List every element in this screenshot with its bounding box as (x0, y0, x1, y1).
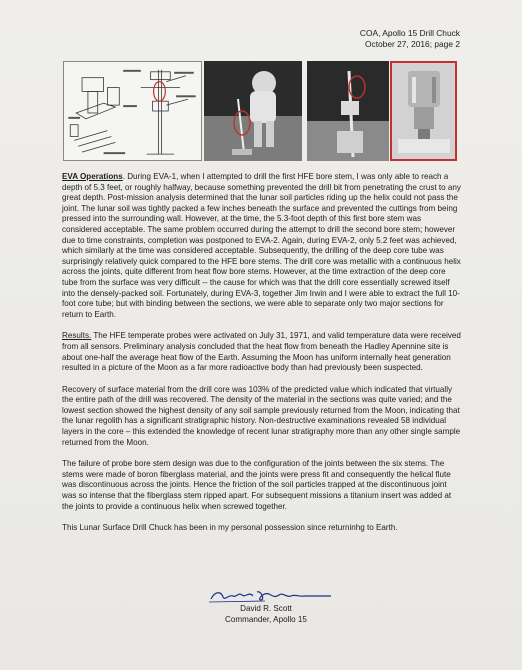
drill-chuck-photo-icon (392, 63, 455, 159)
header-title: COA, Apollo 15 Drill Chuck (359, 28, 460, 38)
drill-chuck-image (390, 61, 457, 161)
handwritten-signature (205, 588, 335, 604)
header-date: October 27, 2016; page 2 (365, 39, 460, 49)
paragraph-recovery: Recovery of surface material from the drill core was 103% of the predicted value which indicated that virtually the entire path of the drill was recovered. The density of the material in the sections was quite varied; and the lowest section showed the highest density of any soil sample previously returned from the Moon, indicating that the lunar regolith has a significant stratigraphic history. Non-destructive examinations revealed 58 individual layers in the core – this extended the knowledge of recent lunar stratigraphy more than any other single sample returned from the Moon. (62, 384, 461, 447)
drill-diagram-icon (64, 62, 201, 160)
drill-rig-image (307, 61, 389, 161)
signature-icon (205, 588, 335, 604)
results-heading: Results. (62, 331, 92, 341)
paragraph-failure: The failure of probe bore stem design was due to the configuration of the joints between the six stems. The stems were made of boron fiberglass material, and the joints were press fit and consequently the helical flute was discontinuous across the joints. Hence the friction of the soil particles trapped at the discontinuous joint was so intense that the fiberglass stem ripped apart. For subsequent missions a titanium insert was added at the joints to provide a continuous helix when screwed together. (62, 459, 452, 511)
paragraph-possession: This Lunar Surface Drill Chuck has been in my personal possession since returninhg to Earth. (62, 523, 398, 533)
astronaut-drilling-photo-icon (204, 61, 302, 161)
eva-operations-heading: EVA Operations (62, 172, 123, 181)
signer-name: David R. Scott (240, 604, 292, 613)
eva-operations-text: . During EVA-1, when I attempted to drill the first HFE bore stem, I was only able to reach a depth of 5.3 feet, or roughly halfway, because something prevented the drill bit from penetrating the crust to any great depth. Post-mission analysis determined that the lunar soil particles riding up the helix could not pass the joint. The lunar soil was tightly packed a few inches beneath the surface and prevented the cuttings from being pressed into the surrounding wall. However, at the time, the 5.3-foot depth of this first bore stem was considered acceptable. The same problem occurred during the attempt to drill the second bore stem; however due to time constraints, completion was postponed to EVA-2. Again, during EVA-2, only 5.2 feet was achieved, which similarly at the time was considered acceptable. Subsequently, the drilling of the deep core tube was surprisingly relatively quick compared to the HFE bore stems. The drill core was metallic with a continuous helix across the joints, quite different from heat flow bore stems. However, at the time extraction of the deep core tube from the surface was very difficult -- the cause for which was that the drill core essentially screwed itself into the densely-packed soil. Fortunately, during EVA-3, together Jim Irwin and I were able to extract the full 10-foot core tube; but with binding between the sections, we were able to separate only two major sections for return to Earth. (62, 172, 461, 319)
paragraph-eva-operations (62, 172, 462, 320)
photo-strip (63, 61, 457, 163)
page-header (360, 28, 460, 50)
letter-body (62, 172, 462, 545)
results-text: The HFE temperate probes were activated on July 31, 1971, and valid temperature data were received from all sensors. Preliminary analysis concluded that the heat flow from beneath the Hadley Apennine site is about one-half the average heat flow of the Earth. Assuming the Moon has uniform internally heat generation resulted in a picture of the Moon as a far more radioactive body than had previously been suspected. (62, 331, 461, 373)
signature-block (196, 603, 336, 625)
drill-diagram-image (63, 61, 202, 161)
drill-rig-photo-icon (307, 61, 389, 161)
paragraph-results (62, 331, 462, 373)
signer-title: Commander, Apollo 15 (225, 615, 307, 624)
astronaut-drilling-image (204, 61, 302, 161)
